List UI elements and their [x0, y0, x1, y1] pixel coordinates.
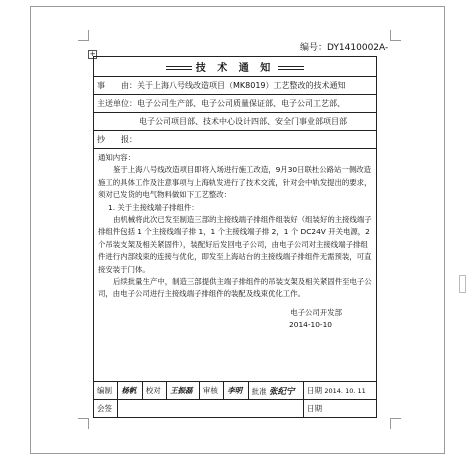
title-row: [94, 57, 377, 77]
subject-row[interactable]: [94, 77, 377, 95]
subject-value: 关于上海八号线改造项目（MK8019）工艺整改的技术通知: [137, 81, 346, 90]
compile-label: 编制: [94, 382, 118, 400]
approve-label: 批准 张纪宁: [248, 382, 303, 400]
date-cell: 日期 2014. 10. 11: [304, 382, 377, 400]
title-decoration: [166, 66, 192, 70]
notice-form-table: [93, 56, 377, 418]
recipients-line1: 电子公司生产部、电子公司质量保证部、电子公司工艺部、: [137, 99, 345, 108]
notice-paragraph: 由机械将此次已发至制造三部的主接线端子排组件组装好（组装好的主接线端子排组件包括 1 个主接线端子排 1，1 个主接线端子排 2，1 个 DC24V 开关电源，2 个吊装支架及相关紧固件），装配好后发回电子公司，由电子公司对主接线端子排组件进行内部线束的连接与优化，即发至上海站台的主接线端子排组件无需预装，可直接安装于门体。: [98, 215, 372, 274]
scrollbar-thumb[interactable]: [459, 275, 466, 293]
recipients-line2: 电子公司项目部、技术中心设计四部、安全门事业部项目部: [139, 117, 347, 126]
title-decoration: [278, 66, 304, 70]
notice-content[interactable]: [94, 149, 377, 382]
check-signature: 王振磊: [167, 382, 200, 400]
subject-label: 事 由：: [97, 81, 137, 90]
table-move-handle-icon[interactable]: +: [89, 50, 96, 58]
notice-paragraph: 后续批量生产中，制造三部提供主端子排组件的吊装支架及相关紧固件至电子公司，由电子公司进行主接线端子排组件的装配及线束优化工作。: [98, 277, 372, 299]
notice-item: 1. 关于主接线端子排组件：: [108, 202, 199, 212]
recipients-row[interactable]: [94, 95, 377, 113]
margin-corner-mark: [78, 418, 89, 429]
cc-row[interactable]: [94, 131, 377, 149]
date-value: 2014. 10. 11: [324, 387, 366, 395]
date2-label: 日期: [304, 400, 377, 418]
sign-label: 会签: [94, 400, 118, 418]
notice-heading: 通知内容：: [98, 153, 135, 162]
margin-corner-mark: [78, 30, 89, 41]
cc-label: 抄 报：: [97, 135, 137, 144]
review-signature: 李明: [224, 382, 248, 400]
sign-value[interactable]: [118, 400, 304, 418]
signature-dept: 电子公司开发部: [290, 307, 342, 317]
check-label: 校对: [142, 382, 166, 400]
margin-corner-mark: [390, 30, 401, 41]
document-number: 编号：DY1410002A-: [300, 43, 389, 53]
notice-paragraph: 鉴于上海八号线改造项目即将入场进行施工改造，9月30日联杜公路站一侧改造施工的具体工作及注意事项与上海轨发进行了技术交流，针对会中轨发提出的要求，须对已发货的电气物料做如下工艺整改：: [98, 165, 372, 200]
margin-corner-mark: [390, 418, 401, 429]
recipients-label: 主送单位：: [97, 99, 137, 108]
review-label: 审核: [199, 382, 223, 400]
compile-signature: 杨帆: [118, 382, 142, 400]
signature-date: 2014-10-10: [289, 320, 332, 330]
approve-signature: 张纪宁: [269, 386, 295, 397]
page-title: 技 术 通 知: [195, 63, 275, 74]
recipients-row-2[interactable]: [94, 113, 377, 131]
